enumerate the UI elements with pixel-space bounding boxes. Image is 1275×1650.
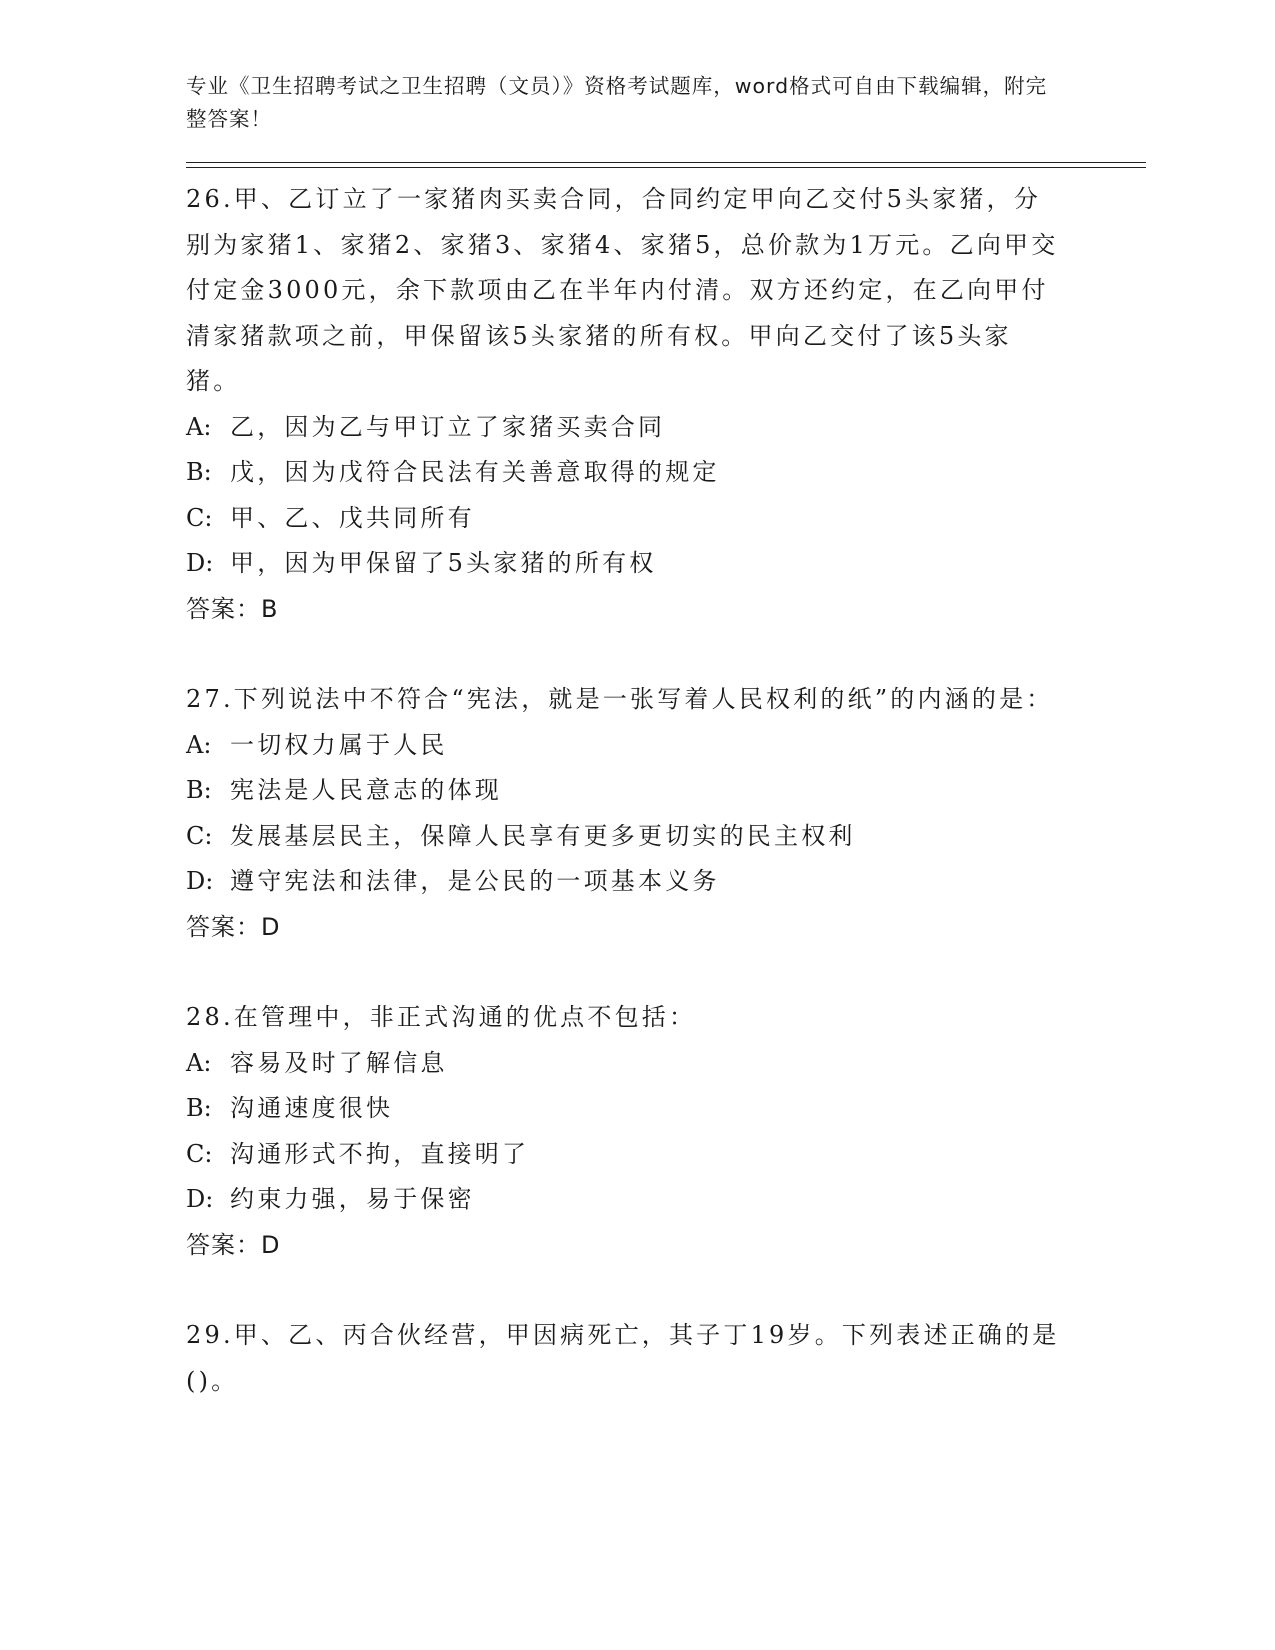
- option-key: A:: [186, 730, 212, 759]
- option-key: A:: [186, 412, 212, 441]
- option-key: B:: [186, 776, 212, 804]
- option-text: 约束力强，易于保密: [230, 1185, 475, 1213]
- option-key: B:: [186, 458, 212, 486]
- option-key: D:: [186, 1185, 214, 1213]
- option-text: 乙，因为乙与甲订立了家猪买卖合同: [230, 412, 666, 441]
- option-text: 宪法是人民意志的体现: [230, 776, 502, 804]
- option-c: [186, 1132, 1146, 1178]
- option-c: [186, 814, 1146, 860]
- option-key: D:: [186, 867, 214, 895]
- option-key: B:: [186, 1094, 212, 1122]
- question-26: [186, 177, 1146, 632]
- option-d: [186, 859, 1146, 905]
- question-28: [186, 995, 1146, 1268]
- option-d: [186, 541, 1146, 587]
- option-text: 发展基层民主，保障人民享有更多更切实的民主权利: [230, 821, 856, 850]
- option-c: [186, 496, 1146, 542]
- question-29: [186, 1313, 1146, 1404]
- question-stem: 26.甲、乙订立了一家猪肉买卖合同，合同约定甲向乙交付5头家猪，分别为家猪1、家猪2、家猪3、家猪4、家猪5，总价款为1万元。乙向甲交付定金3000元，余下款项由乙在半年内付清。双方还约定，在乙向甲付清家猪款项之前，甲保留该5头家猪的所有权。甲向乙交付了该5头家猪。: [186, 185, 1059, 395]
- option-key: C:: [186, 503, 213, 532]
- option-text: 戊，因为戊符合民法有关善意取得的规定: [230, 458, 720, 486]
- header-divider: [186, 162, 1146, 168]
- option-b: [186, 768, 1146, 814]
- option-key: C:: [186, 1139, 213, 1168]
- option-key: C:: [186, 821, 213, 850]
- question-stem: 28.在管理中，非正式沟通的优点不包括：: [186, 1003, 697, 1031]
- question-stem: 29.甲、乙、丙合伙经营，甲因病死亡，其子丁19岁。下列表述正确的是()。: [186, 1321, 1060, 1395]
- answer-line: 答案：D: [186, 912, 281, 941]
- option-a: [186, 1041, 1146, 1087]
- question-stem: 27.下列说法中不符合“宪法，就是一张写着人民权利的纸”的内涵的是：: [186, 685, 1054, 713]
- option-text: 一切权力属于人民: [230, 730, 448, 759]
- document-page: [186, 70, 1146, 1449]
- option-a: [186, 723, 1146, 769]
- option-a: [186, 405, 1146, 451]
- option-b: [186, 450, 1146, 496]
- option-text: 甲，因为甲保留了5头家猪的所有权: [230, 549, 657, 577]
- option-text: 沟通形式不拘，直接明了: [230, 1139, 530, 1168]
- option-text: 遵守宪法和法律，是公民的一项基本义务: [230, 867, 720, 895]
- document-header: 专业《卫生招聘考试之卫生招聘（文员）》资格考试题库，word格式可自由下载编辑，附完整答案！: [186, 74, 1048, 131]
- answer-line: 答案：B: [186, 594, 279, 623]
- answer-line: 答案：D: [186, 1230, 281, 1259]
- option-key: A:: [186, 1048, 212, 1077]
- question-list: [186, 177, 1146, 1404]
- option-b: [186, 1086, 1146, 1132]
- option-text: 容易及时了解信息: [230, 1048, 448, 1077]
- option-text: 沟通速度很快: [230, 1094, 394, 1122]
- question-27: [186, 677, 1146, 950]
- option-d: [186, 1177, 1146, 1223]
- option-text: 甲、乙、戊共同所有: [230, 503, 475, 532]
- option-key: D:: [186, 549, 214, 577]
